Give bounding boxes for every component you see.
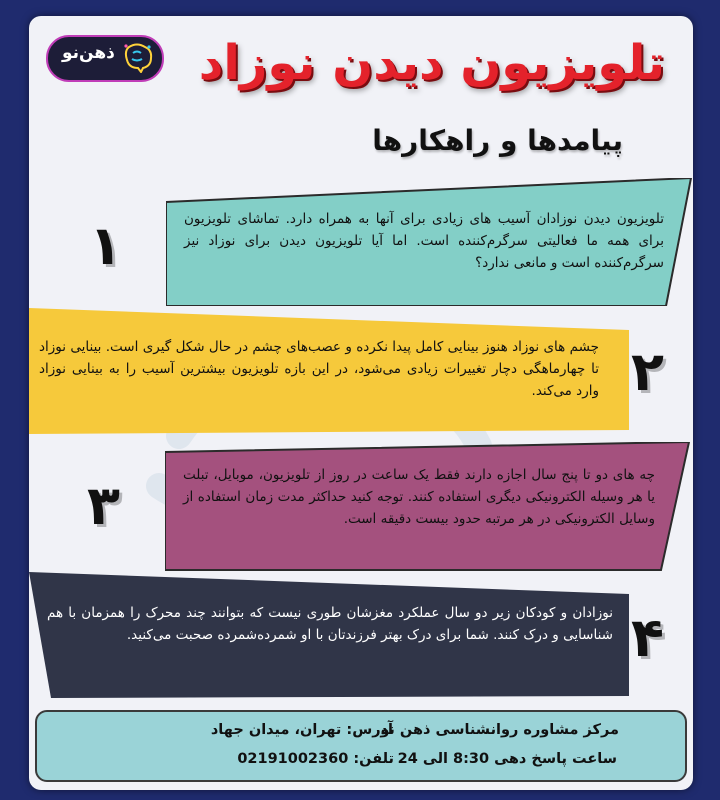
center-name: مرکز مشاوره روانشناسی ذهن نو (380, 722, 619, 738)
page-title: تلویزیون دیدن نوزاد (198, 35, 665, 91)
phone-text[interactable]: تلفن: 02191002360 (237, 751, 394, 767)
card-2 (29, 308, 629, 438)
brain-icon (120, 43, 154, 73)
card-4-number: ۴ (631, 606, 664, 669)
poster-frame (29, 16, 693, 790)
card-1 (166, 178, 693, 306)
brand-logo[interactable] (46, 35, 164, 82)
address-text: آدرس: تهران، میدان جهاد (210, 722, 393, 738)
card-1-number: ۱ (89, 214, 122, 277)
card-2-number: ۲ (631, 340, 664, 403)
logo-text: ذهن‌نو (62, 43, 115, 63)
card-3-number: ۳ (87, 474, 120, 537)
page-subtitle: پیامدها و راهکارها (372, 124, 623, 157)
card-4-text: نوزادان و کودکان زیر دو سال عملکرد مغزشان طوری نیست که بتوانند چند محرک را همزمان با هم شناسایی و درک کنند. شما برای درک بهتر فرزندتان با او شمرده‌شمرده صحبت می‌کنید. (47, 605, 613, 643)
working-hours: ساعت پاسخ دهی 8:30 الی 24 (397, 751, 617, 767)
contact-footer (35, 710, 687, 782)
card-2-text: چشم های نوزاد هنوز بینایی کامل پیدا نکرده و عصب‌های چشم در حال شکل گیری است. بینایی نوزاد تا چهارماهگی دچار تغییرات زیادی می‌شود، در این بازه تلویزیون بیشترین آسیب را به بینایی نوزاد وارد می‌کند. (39, 339, 599, 399)
card-3 (165, 442, 693, 572)
card-3-text: چه های دو تا پنج سال اجازه دارند فقط یک ساعت در روز از تلویزیون، موبایل، تبلت یا هر وسیله الکترونیکی دیگری استفاده کنند. توجه کنید حداکثر مدت زمان استفاده از وسایل الکترونیکی در هر مرتبه حدود بیست دقیقه است. (183, 467, 655, 527)
card-4 (29, 572, 629, 698)
card-1-text: تلویزیون دیدن نوزادان آسیب های زیادی برای آنها به همراه دارد. تماشای تلویزیون برای همه ما فعالیتی سرگرم‌کننده است. اما آیا تلویزیون دیدن برای نوزاد نیز سرگرم‌کننده است و مانعی ندارد؟ (184, 211, 664, 271)
